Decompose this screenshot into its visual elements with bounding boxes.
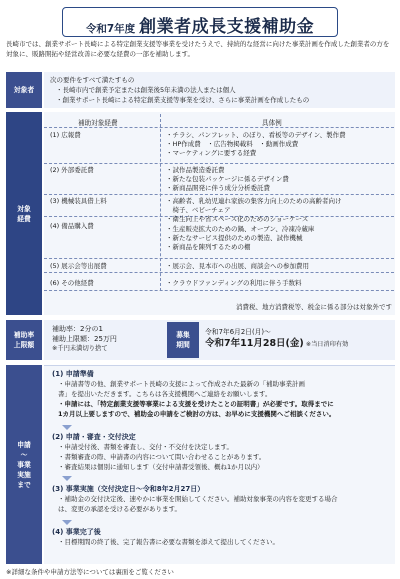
period-label: 募集 期間 [167,322,199,358]
expense-category: (6) その他経費 [50,279,94,287]
expense-category: (2) 外部委託費 [50,166,94,174]
target-line: ・創業サポート長崎による特定創業支援等事業を受け、さらに事業計画を作成したもの [56,96,310,104]
tax-note: 消費税、地方消費税等、税金に係る部分は対象外です [236,303,392,311]
intro-text: 長崎市では、創業サポート長崎による特定創業支援等事業を受けたうえで、持続的な経営に向けた事業計画を作成した創業者の方を対象に、販路開拓や経営改善に必要な経費の一部を補助します。 [6,40,390,58]
step-completion: (4) 事業完了後 ・目標期間の終了後、完了報告書に必要な書類を添えて提出してください。 [52,528,279,546]
target-line: 次の要件をすべて満たすもの [50,76,135,84]
target-section [6,72,395,108]
column-divider [160,114,161,291]
col-example-header: 具体例 [262,119,282,127]
expense-examples: ・クラウドファンディングの利用に伴う手数料 [166,279,302,287]
arrow-down-icon [62,520,72,525]
row-divider [44,194,394,195]
arrow-down-icon [62,425,72,430]
row-divider [44,258,394,259]
step-preparation: (1) 申請準備 ・申請書等の他、創業サポート長崎の支援によって作成された最新の「補助事業計画 書」を提出いただきます。こちらは各支援機関へご連絡をお願いします。 ・申請には、「特定創業支援等事業による支援を受けたことの証明書」が必要です。取得までに 1カ月以上要しますので、補助金の申請をご検討の方は、お早めに支援機関へご相談ください。 [52,370,336,418]
expense-category: (3) 機械装具借上料 [50,197,107,205]
row-divider [44,290,394,291]
expenses-label: 対象 経費 [6,112,42,315]
target-panel [44,72,395,108]
title-year: 令和7年度 [85,23,136,35]
step-application: (2) 申請・審査・交付決定 ・申請受付後、書類を審査し、交付・不交付を決定します。 ・書類審査の際、申請書の内容について問い合わせることがあります。 ・審査結果は個別に通知します（交付申請書受領後、概ね1か月以内） [52,433,266,471]
rate-label: 補助率 上限額 [6,320,42,360]
target-label: 対象者 [6,72,42,108]
expense-category: (5) 展示会等出展費 [50,262,107,270]
expense-examples: ・チラシ、パンフレット、のぼり、看板等のデザイン、製作費 ・HP作成費 ・広告物掲載料 ・動画作成費 ・マーケティングに要する経費 [166,131,346,158]
expense-examples: ・高齢者、乳幼児連れ家族の集客力向上のための高齢者向け 椅子、ベビーチェア ・衛生向上や省スペース化のためのショーケース [166,197,342,224]
arrow-down-icon [62,476,72,481]
expense-category: (1) 広報費 [50,131,81,139]
period-end: 令和7年11月28日(金) [205,338,304,349]
page-title: 創業者成長支援補助金 [139,17,315,37]
period-note: ※当日消印有効 [305,341,349,348]
rate-note: ※千円未満切り捨て [52,345,108,352]
process-label: 申請 〜 事業 実施 まで [6,365,42,564]
expense-examples: ・展示会、見本市への出展、商談会への参加費用 [166,262,309,270]
footer-note: ※詳細な条件や申請方法等については裏面をご覧ください [6,568,174,576]
row-divider [44,163,394,164]
target-line: ・長崎市内で創業予定または創業後5年未満の法人または個人 [56,86,236,94]
row-divider [44,272,394,273]
step-implementation: (3) 事業実施（交付決定日〜令和8年2月27日） ・補助金の交付決定後、速やかに事業を開始してください。補助対象事業の内容を変更する場合 は、変更の承認を受ける必要があります。 [52,485,338,513]
period-info [205,326,348,351]
row-divider [44,127,394,128]
period-start: 令和7年6月2日(月)〜 [205,328,271,336]
subsidy-rate: 補助率：2分の1 [52,325,103,333]
expense-examples: ・試作品製造委託費 ・新たな包装パッケージに係るデザイン費 ・新商品開発に伴う成分分析委託費 [166,166,289,193]
title-box [62,7,338,37]
subsidy-limit: 補助上限額：25万円 [52,335,117,343]
expense-examples: ・生産販売拡大のための鍋、オーブン、冷凍冷蔵庫 ・新たなサービス提供のための製造、試作機械 ・新商品を陳列するための棚 [166,225,315,252]
rate-info [52,324,117,354]
col-category-header: 補助対象経費 [78,119,118,127]
expense-category: (4) 備品購入費 [50,222,94,230]
